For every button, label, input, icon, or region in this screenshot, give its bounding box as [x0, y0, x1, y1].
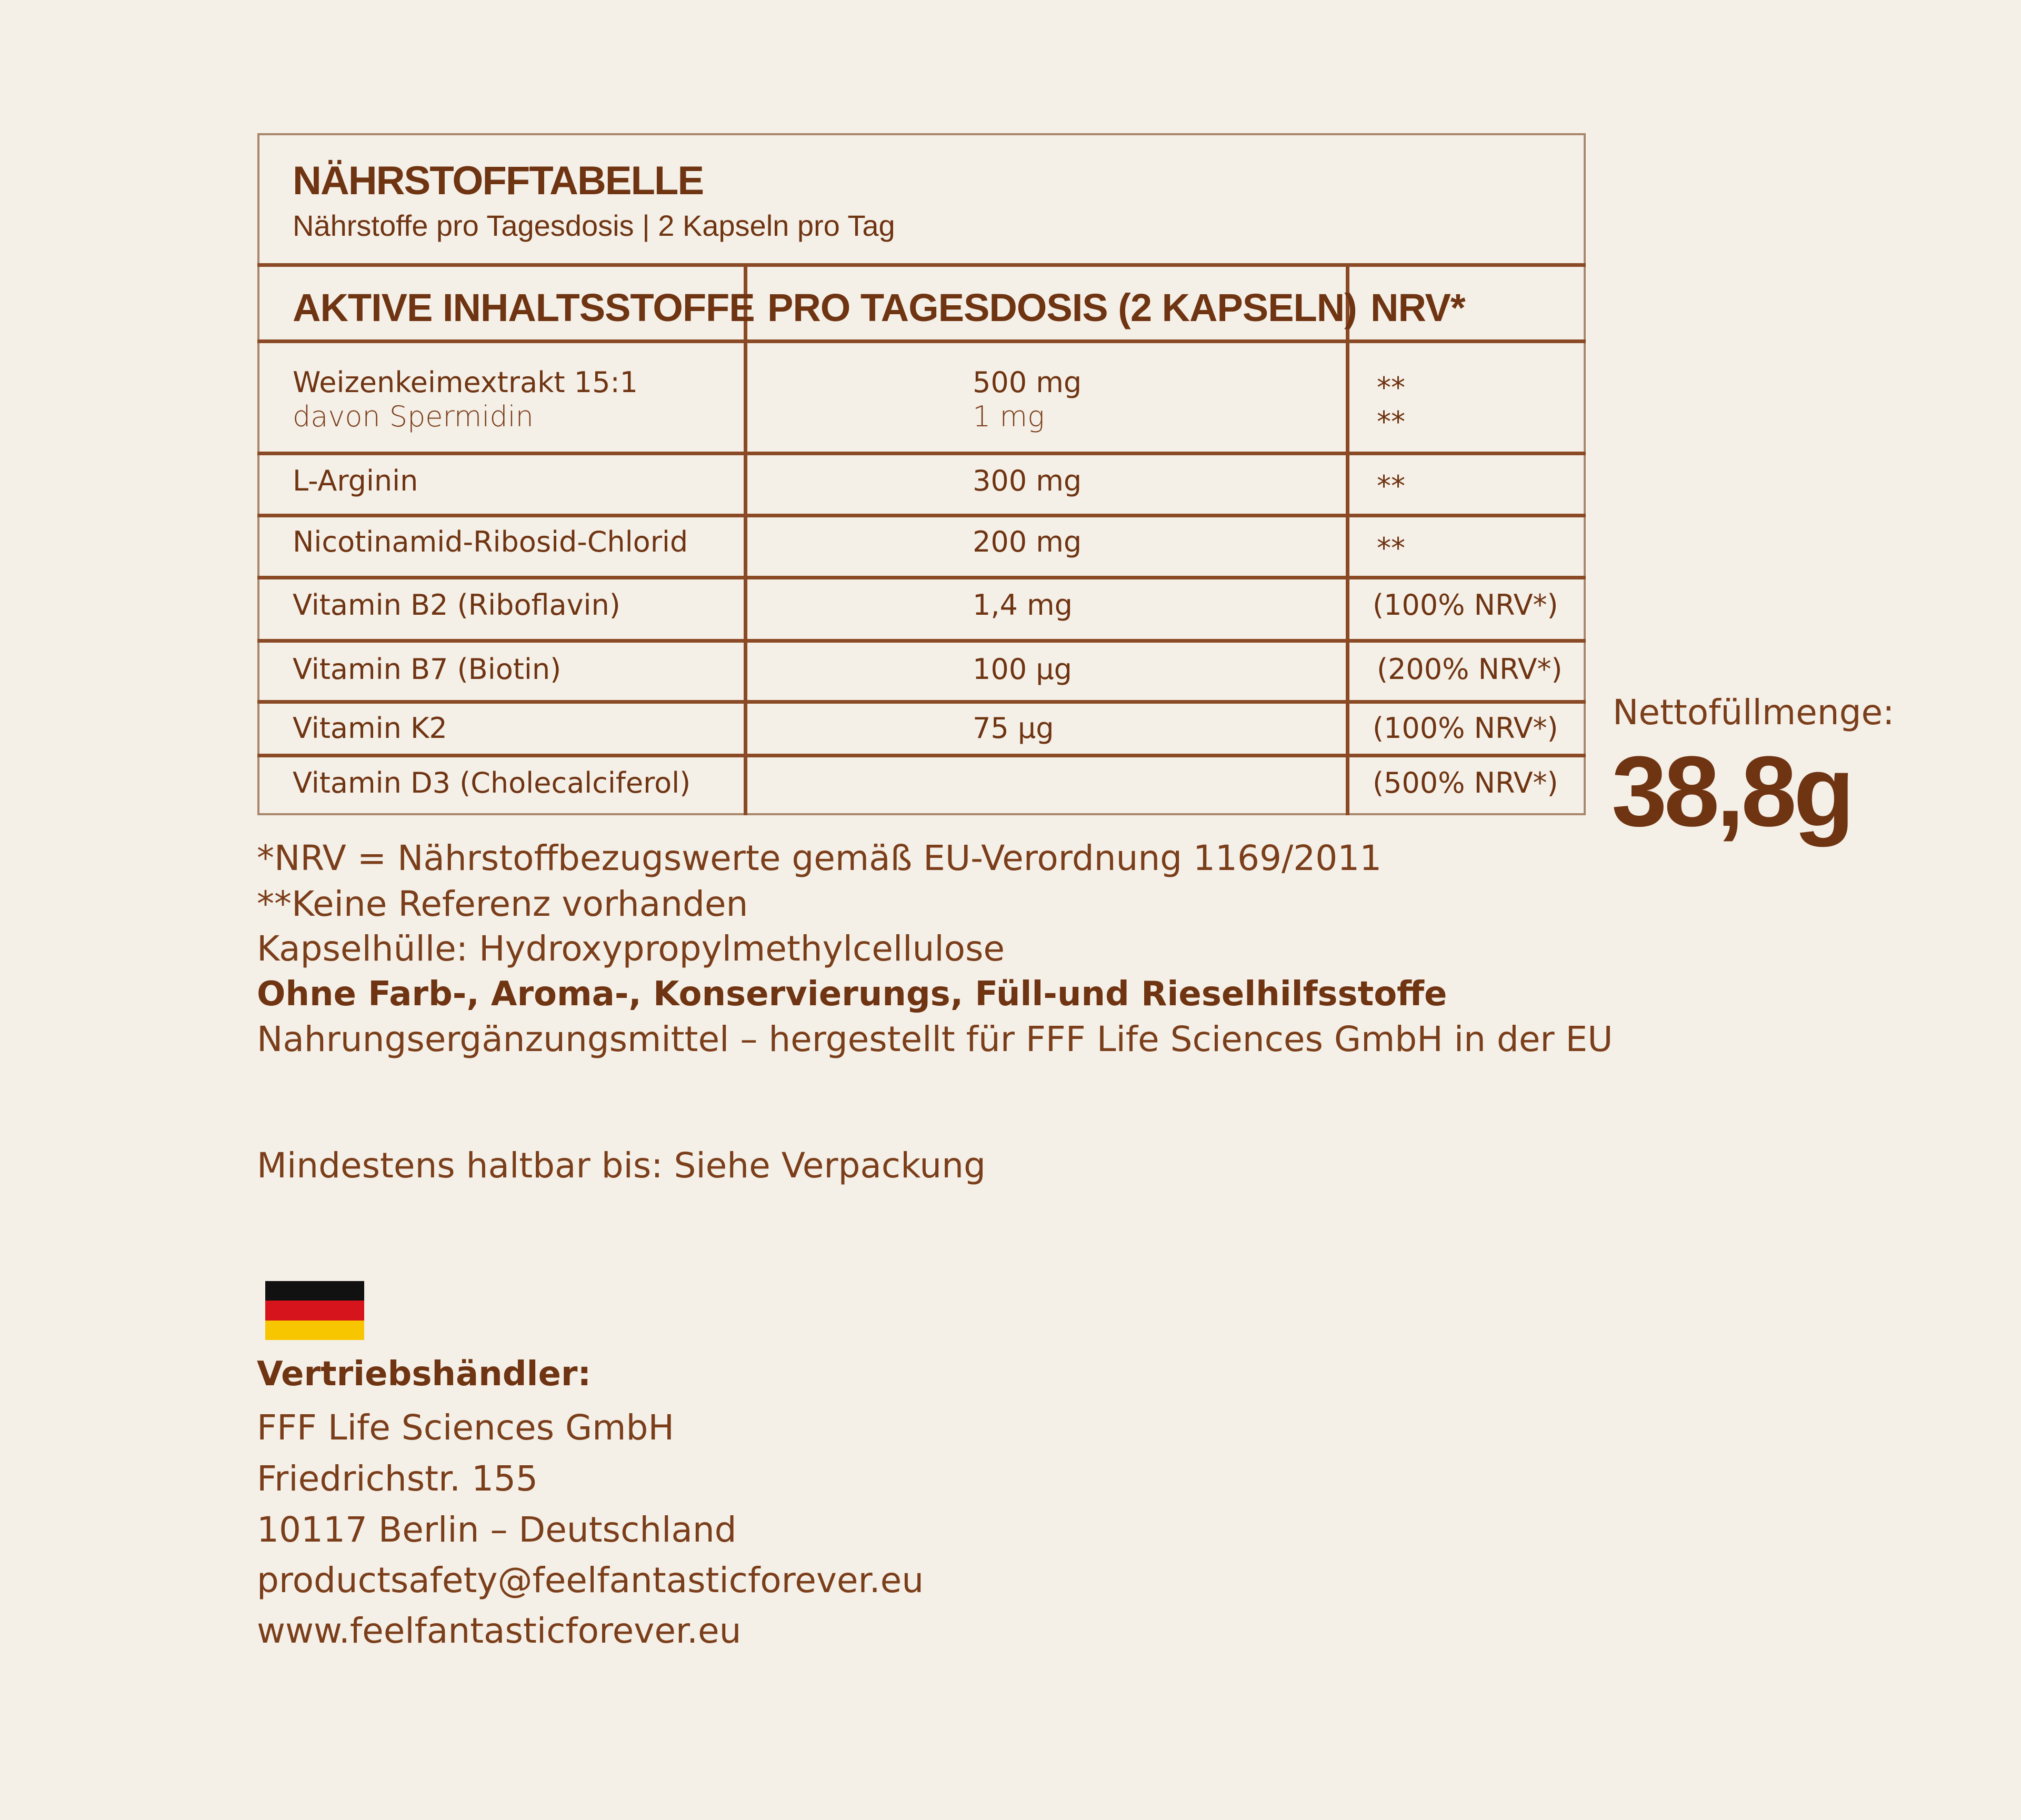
ingredient-sub-nrv: ** — [1377, 405, 1405, 438]
ingredient-sub-amount: 1 mg — [973, 400, 1045, 433]
distributor-heading: Vertriebshändler: — [257, 1355, 592, 1394]
row-divider — [257, 754, 1586, 757]
manufactured-for: Nahrungsergänzungsmittel – hergestellt für FFF Life Sciences GmbH in der EU — [257, 1019, 1613, 1059]
ingredient-sub-name: davon Spermidin — [293, 400, 534, 433]
free-from-additives: Ohne Farb-, Aroma-, Konservierungs, Füll-und Rieselhilfsstoffe — [257, 975, 1447, 1014]
ingredient-amount: 1,4 mg — [973, 588, 1073, 622]
ingredient-name: Nicotinamid-Ribosid-Chlorid — [293, 525, 688, 558]
row-divider — [257, 700, 1586, 704]
germany-flag-icon — [265, 1281, 364, 1340]
ingredient-amount: 300 mg — [973, 464, 1082, 497]
ingredient-amount: 75 µg — [973, 712, 1054, 745]
ingredient-name: Vitamin K2 — [293, 712, 447, 745]
header-active-ingredients: AKTIVE INHALTSSTOFFE — [293, 286, 755, 329]
flag-stripe-black — [265, 1281, 364, 1301]
flag-stripe-red — [265, 1301, 364, 1320]
header-nrv: NRV* — [1370, 286, 1465, 329]
header-top-rule — [257, 263, 1586, 267]
best-before: Mindestens haltbar bis: Siehe Verpackung — [257, 1145, 986, 1186]
row-divider — [257, 452, 1586, 455]
table-subtitle: Nährstoffe pro Tagesdosis | 2 Kapseln pro Tag — [293, 209, 895, 242]
ingredient-name: Weizenkeimextrakt 15:1 — [293, 366, 638, 399]
ingredient-amount: 500 mg — [973, 366, 1082, 399]
ingredient-amount: 200 mg — [973, 525, 1082, 558]
ingredient-nrv: ** — [1377, 469, 1405, 503]
ingredient-name: L-Arginin — [293, 464, 418, 497]
ingredient-nrv: ** — [1377, 532, 1405, 565]
no-reference-note: **Keine Referenz vorhanden — [257, 884, 748, 924]
ingredient-name: Vitamin B2 (Riboflavin) — [293, 588, 621, 622]
row-divider — [257, 576, 1586, 579]
flag-stripe-gold — [265, 1321, 364, 1340]
header-daily-dose: PRO TAGESDOSIS (2 KAPSELN) — [767, 286, 1357, 329]
ingredient-amount: 100 µg — [973, 653, 1072, 686]
ingredient-nrv: (200% NRV*) — [1377, 653, 1563, 686]
ingredient-name: Vitamin B7 (Biotin) — [293, 653, 562, 686]
ingredient-name: Vitamin D3 (Cholecalciferol) — [293, 766, 691, 799]
header-bottom-rule — [257, 339, 1586, 343]
row-divider — [257, 639, 1586, 643]
column-divider — [744, 263, 747, 815]
distributor-website[interactable]: www.feelfantasticforever.eu — [257, 1611, 742, 1651]
ingredient-nrv: ** — [1377, 371, 1405, 404]
distributor-company: FFF Life Sciences GmbH — [257, 1407, 674, 1448]
ingredient-nrv: (500% NRV*) — [1373, 766, 1558, 799]
ingredient-nrv: (100% NRV*) — [1373, 588, 1558, 622]
distributor-street: Friedrichstr. 155 — [257, 1458, 538, 1499]
ingredient-nrv: (100% NRV*) — [1373, 712, 1558, 745]
distributor-city: 10117 Berlin – Deutschland — [257, 1509, 737, 1550]
net-content-label: Nettofüllmenge: — [1613, 692, 1895, 733]
nrv-definition: *NRV = Nährstoffbezugswerte gemäß EU-Verordnung 1169/2011 — [257, 838, 1382, 878]
column-divider — [1346, 263, 1349, 815]
capsule-shell: Kapselhülle: Hydroxypropylmethylcellulose — [257, 928, 1005, 969]
table-title: NÄHRSTOFFTABELLE — [293, 158, 704, 203]
net-content-value: 38,8g — [1612, 736, 1852, 847]
row-divider — [257, 514, 1586, 517]
distributor-email[interactable]: productsafety@feelfantasticforever.eu — [257, 1560, 924, 1601]
label-page — [6, 0, 2021, 1820]
